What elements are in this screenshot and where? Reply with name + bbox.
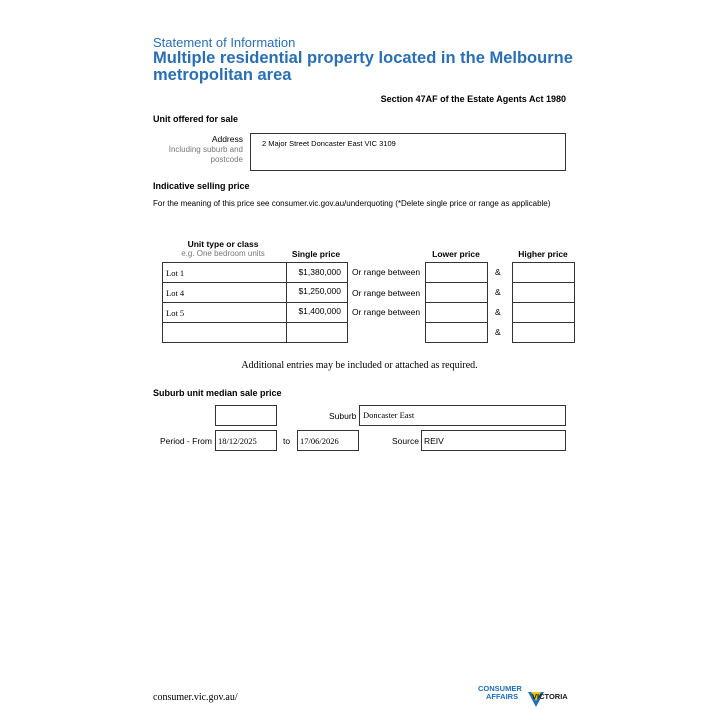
price-row xyxy=(0,322,720,343)
lower-price-field[interactable] xyxy=(425,302,488,323)
ampersand: & xyxy=(495,267,501,277)
unit-type-value: Lot 5 xyxy=(166,308,185,318)
source-label: Source xyxy=(392,436,419,446)
unit-type-field[interactable] xyxy=(162,282,287,303)
unit-type-field[interactable] xyxy=(162,302,287,323)
column-lower-price: Lower price xyxy=(432,249,480,259)
column-unit-type-example: e.g. One bedroom units xyxy=(181,249,265,258)
range-label: Or range between xyxy=(352,307,421,317)
address-sublabel: Including suburb and postcode xyxy=(168,145,243,164)
document-title: Multiple residential property located in the Melbourne metropolitan area xyxy=(153,49,573,84)
single-price-field[interactable] xyxy=(286,322,348,343)
source-value: REIV xyxy=(424,436,444,446)
single-price-field[interactable] xyxy=(286,262,348,283)
unit-type-value: Lot 1 xyxy=(166,268,185,278)
unit-offered-heading: Unit offered for sale xyxy=(153,114,239,124)
price-row xyxy=(0,282,720,303)
lower-price-field[interactable] xyxy=(425,282,488,303)
unit-type-value: Lot 4 xyxy=(166,288,185,298)
lower-price-field[interactable] xyxy=(425,262,488,283)
column-higher-price: Higher price xyxy=(518,249,568,259)
period-to-field[interactable] xyxy=(297,430,359,451)
document-subtitle: Statement of Information xyxy=(153,35,296,50)
higher-price-field[interactable] xyxy=(512,322,575,343)
indicative-price-heading: Indicative selling price xyxy=(153,181,250,191)
period-to-value: 17/06/2026 xyxy=(300,436,339,446)
svg-text:VICTORIA: VICTORIA xyxy=(532,692,568,701)
price-note: For the meaning of this price see consumer.vic.gov.au/underquoting (*Delete single price or range as applicable) xyxy=(153,199,551,208)
range-label: Or range between xyxy=(352,267,421,277)
single-price-field[interactable] xyxy=(286,282,348,303)
price-row xyxy=(0,302,720,323)
higher-price-field[interactable] xyxy=(512,262,575,283)
lower-price-field[interactable] xyxy=(425,322,488,343)
range-label: Or range between xyxy=(352,288,421,298)
column-single-price: Single price xyxy=(291,249,341,259)
footer-url: consumer.vic.gov.au/ xyxy=(153,692,238,703)
unit-type-field[interactable] xyxy=(162,262,287,283)
logo-graphic xyxy=(478,682,574,710)
suburb-value: Doncaster East xyxy=(363,410,415,420)
ampersand: & xyxy=(495,307,501,317)
period-from-value: 18/12/2025 xyxy=(218,436,257,446)
column-unit-type: Unit type or class xyxy=(187,239,259,249)
svg-text:AFFAIRS: AFFAIRS xyxy=(486,692,519,701)
suburb-field[interactable] xyxy=(359,405,566,426)
ampersand: & xyxy=(495,287,501,297)
single-price-value: $1,400,000 xyxy=(298,306,341,316)
median-price-field[interactable] xyxy=(215,405,277,426)
unit-type-field[interactable] xyxy=(162,322,287,343)
single-price-value: $1,250,000 xyxy=(298,286,341,296)
source-field[interactable] xyxy=(421,430,566,451)
ampersand: & xyxy=(495,327,501,337)
address-field[interactable] xyxy=(250,133,566,171)
consumer-affairs-victoria-logo xyxy=(478,682,574,710)
suburb-label: Suburb xyxy=(329,411,357,421)
single-price-value: $1,380,000 xyxy=(298,267,341,277)
svg-text:CONSUMER: CONSUMER xyxy=(478,684,522,693)
price-row xyxy=(0,262,720,283)
address-label: Address xyxy=(211,134,243,144)
higher-price-field[interactable] xyxy=(512,282,575,303)
single-price-field[interactable] xyxy=(286,302,348,323)
period-from-label: Period - From xyxy=(160,436,212,446)
median-heading: Suburb unit median sale price xyxy=(153,388,282,398)
higher-price-field[interactable] xyxy=(512,302,575,323)
act-reference: Section 47AF of the Estate Agents Act 1980 xyxy=(380,94,566,104)
address-value: 2 Major Street Doncaster East VIC 3109 xyxy=(262,139,396,148)
period-from-field[interactable] xyxy=(215,430,277,451)
additional-entries-note: Additional entries may be included or attached as required. xyxy=(241,360,478,371)
period-to-label: to xyxy=(283,436,291,446)
